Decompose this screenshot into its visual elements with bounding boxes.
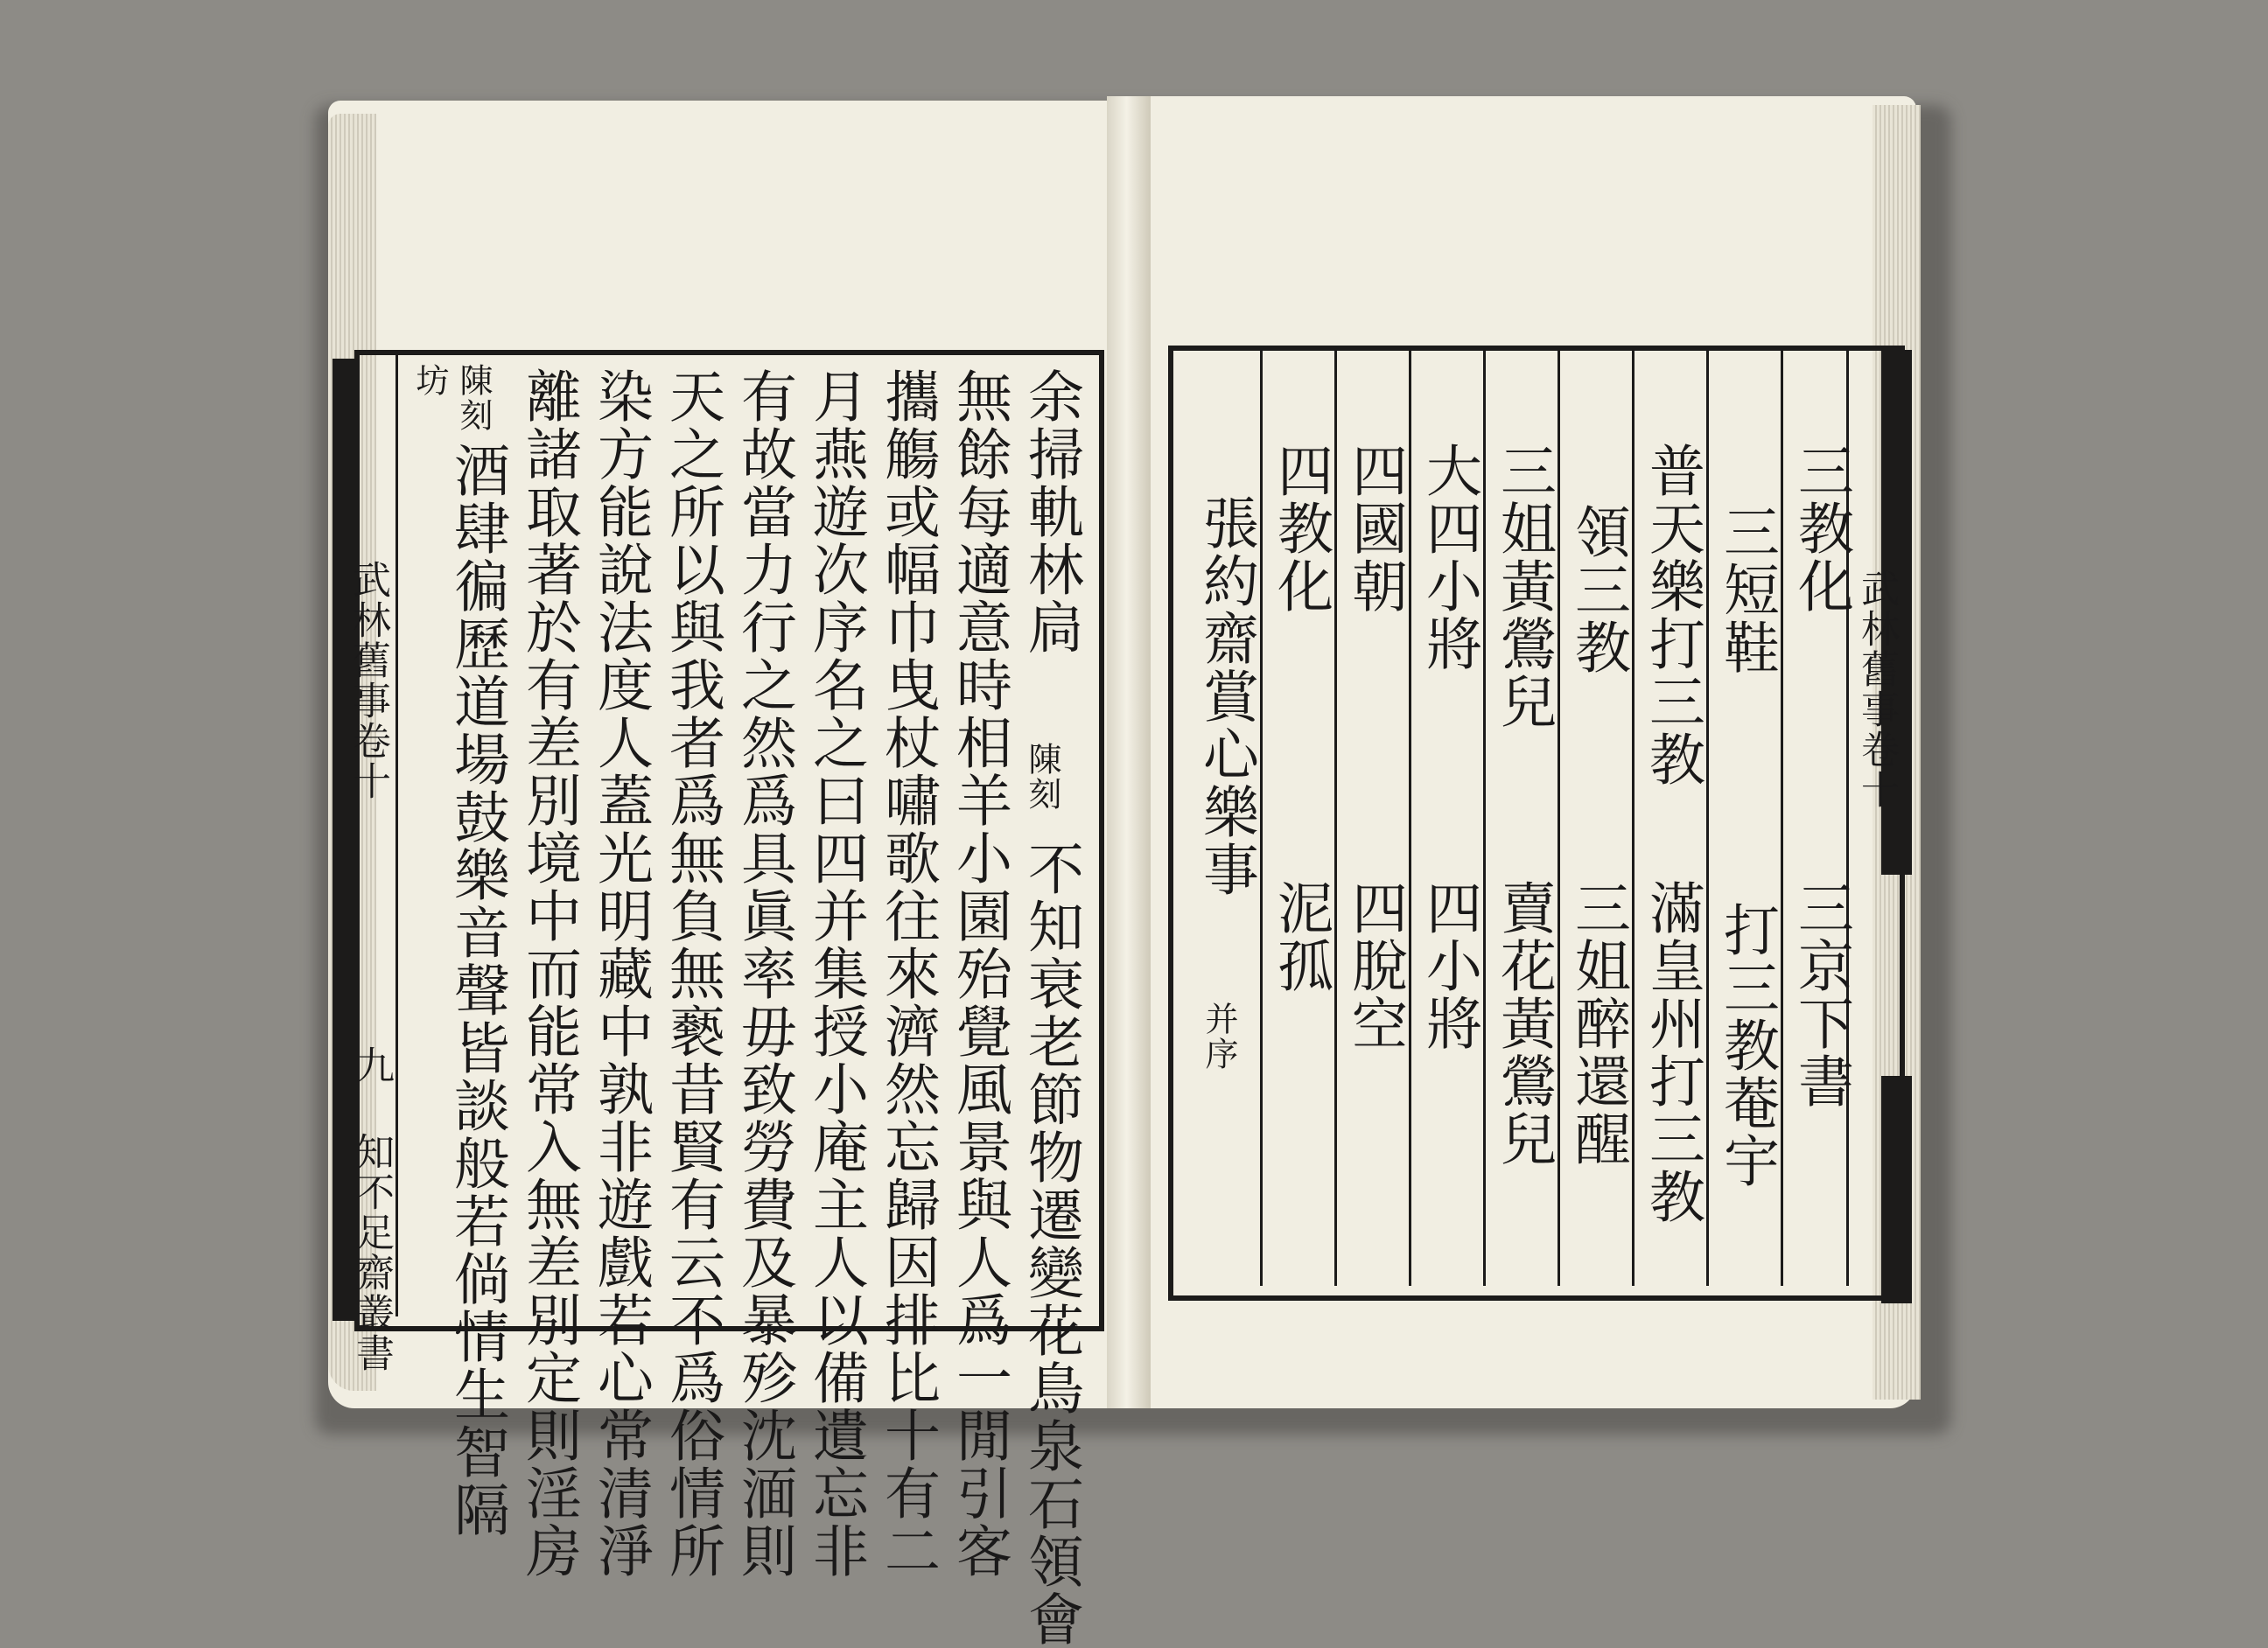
entry-bottom: 滿皇州打三教: [1640, 879, 1704, 1226]
entry-bottom: 三京下書: [1788, 879, 1853, 1110]
preface-title: 張約齋賞心樂事: [1194, 494, 1258, 898]
entry-top: 四教化: [1268, 442, 1333, 615]
left-margin-title: 武林舊事卷十: [346, 560, 390, 801]
preface-note: 并序: [1200, 1002, 1238, 1072]
left-col-2: 無餘每適意時相羊小園殆覺風景與人爲一閒引客: [947, 367, 1012, 1580]
left-note-1: 陳刻: [1023, 742, 1061, 812]
left-col-3: 攜觴或幅巾曳杖嘯歌往來濟然忘歸因排比十有二: [875, 367, 940, 1580]
entry-top: 普天樂打三教: [1640, 442, 1704, 788]
left-col-6: 天之所以與我者爲無負無褻昔賢有云不爲俗情所: [660, 367, 724, 1580]
book-spine: [1107, 96, 1151, 1408]
entry-bottom: 四小將: [1417, 879, 1481, 1052]
left-col-1: 余掃軌林扃: [1018, 367, 1083, 656]
entry-bottom: 賣花黃鶯兒: [1491, 879, 1556, 1168]
entry-bottom: 打三教菴宇: [1714, 901, 1779, 1190]
left-col-1b: 不知衰老節物遷變花鳥泉石領會: [1018, 840, 1083, 1648]
entry-top: 三短鞋: [1714, 503, 1779, 676]
entry-bottom: 四脫空: [1342, 879, 1407, 1052]
left-note-2: 陳刻: [454, 363, 493, 433]
left-note-3: 坊: [410, 363, 449, 398]
left-margin-footer: 九 知不足齋叢書: [349, 1045, 394, 1373]
entry-top: 三教化: [1788, 442, 1853, 615]
right-margin-title: 武林舊事卷十: [1854, 569, 1899, 810]
entry-top: 大四小將: [1417, 442, 1481, 673]
left-col-9: 酒肆徧歷道場鼓樂音聲皆談般若倘情生智隔: [444, 442, 509, 1539]
left-col-4: 月燕遊次序名之曰四并集授小庵主人以備遺忘非: [803, 367, 868, 1580]
left-col-7: 染方能說法度人蓋光明藏中孰非遊戲若心常清淨: [588, 367, 653, 1580]
entry-top: 領三教: [1565, 503, 1630, 676]
entry-top: 三姐黃鶯兒: [1491, 442, 1556, 730]
entry-bottom: 三姐醉還醒: [1565, 879, 1630, 1168]
left-margin-rule: [396, 354, 398, 1316]
left-col-5: 有故當力行之然爲具眞率毋致勞費及暴殄沈湎則: [732, 367, 796, 1580]
entry-top: 四國朝: [1342, 442, 1407, 615]
entry-bottom: 泥孤: [1268, 879, 1333, 995]
left-col-8: 離諸取著於有差別境中而能常入無差別定則淫房: [516, 367, 581, 1580]
